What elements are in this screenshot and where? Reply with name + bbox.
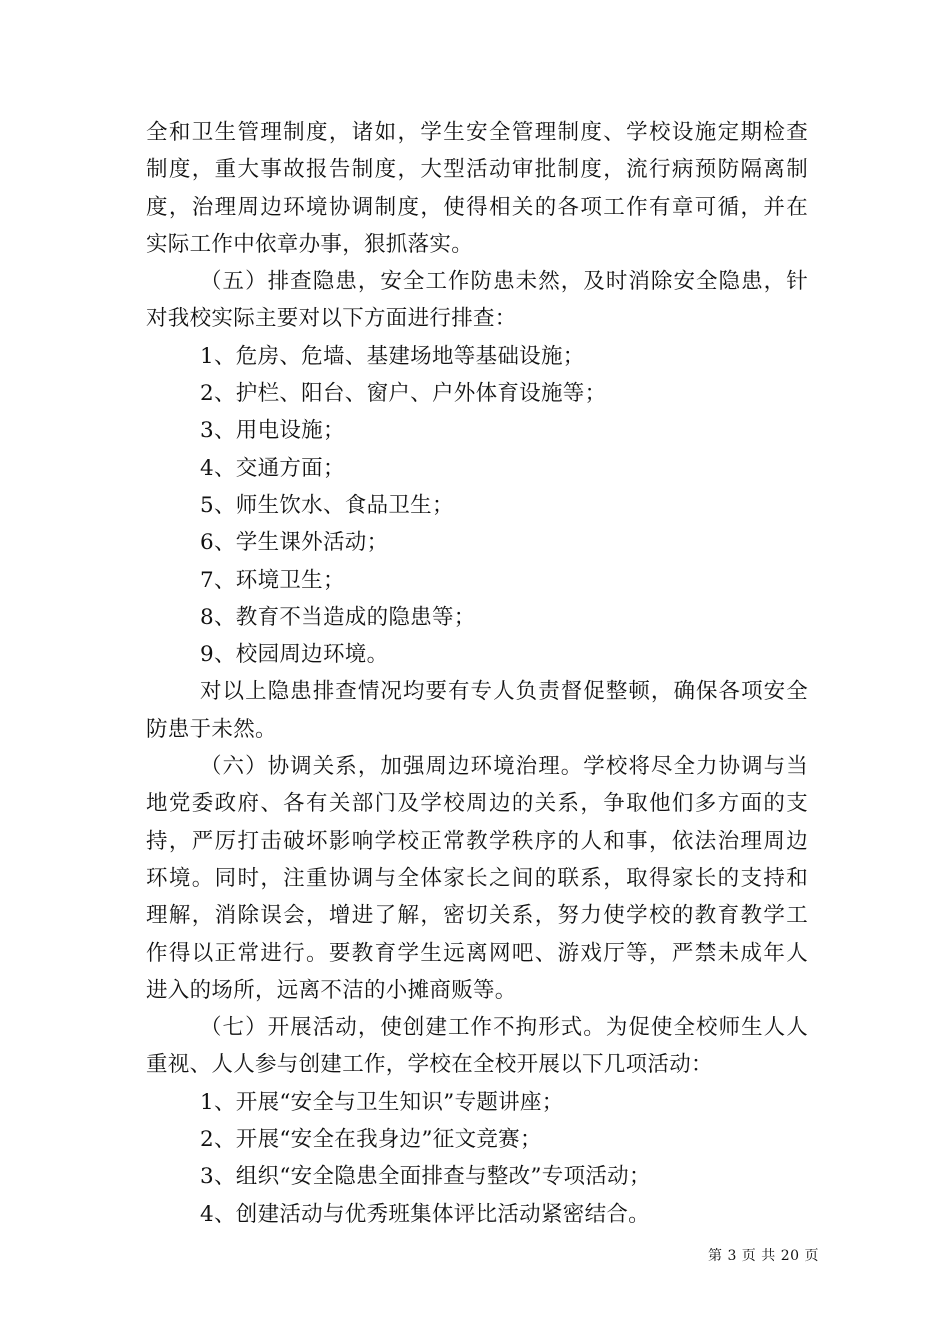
text-line: （五）排查隐患，安全工作防患未然，及时消除安全隐患，针 (200, 269, 808, 295)
text-line: 作得以正常进行。要教育学生远离网吧、游戏厅等，严禁未成年人 (146, 940, 808, 966)
list-item: 1、危房、危墙、基建场地等基础设施； (200, 343, 585, 369)
list-item: 4、创建活动与优秀班集体评比活动紧密结合。 (200, 1201, 650, 1227)
paragraph-hazard-summary (146, 673, 808, 748)
list-item: 7、环境卫生； (200, 567, 345, 593)
list-item: 2、护栏、阳台、窗户、户外体育设施等； (200, 381, 607, 407)
text-line: 地党委政府、各有关部门及学校周边的关系，争取他们多方面的支 (146, 791, 808, 817)
text-line: 重视、人人参与创建工作，学校在全校开展以下几项活动： (146, 1052, 713, 1078)
paragraph-section-six (146, 748, 808, 1009)
text-line: 进入的场所，远离不洁的小摊商贩等。 (146, 977, 517, 1003)
text-line: 对我校实际主要对以下方面进行排查： (146, 306, 517, 332)
text-line: 防患于未然。 (146, 716, 277, 742)
list-item: 6、学生课外活动； (200, 530, 389, 556)
page-number-footer: 第 3 页 共 20 页 (708, 1248, 819, 1264)
list-item: 8、教育不当造成的隐患等； (200, 604, 476, 630)
text-line: （七）开展活动，使创建工作不拘形式。为促使全校师生人人 (200, 1015, 808, 1041)
list-item: 2、开展“安全在我身边”征文竞赛； (200, 1127, 542, 1153)
text-line: 理解，消除误会，增进了解，密切关系，努力使学校的教育教学工 (146, 903, 808, 929)
list-item: 3、用电设施； (200, 418, 345, 444)
list-item: 3、组织“安全隐患全面排查与整改”专项活动； (200, 1164, 651, 1190)
document-body (146, 114, 808, 1233)
text-line: 度，治理周边环境协调制度，使得相关的各项工作有章可循，并在 (146, 194, 808, 220)
paragraph-management-systems (146, 114, 808, 263)
list-item: 9、校园周边环境。 (200, 642, 389, 668)
text-line: 对以上隐患排查情况均要有专人负责督促整顿，确保各项安全 (200, 679, 808, 705)
text-line: 环境。同时，注重协调与全体家长之间的联系，取得家长的支持和 (146, 865, 808, 891)
text-line: 制度，重大事故报告制度，大型活动审批制度，流行病预防隔离制 (146, 157, 808, 183)
text-line: 实际工作中依章办事，狠抓落实。 (146, 231, 474, 257)
paragraph-section-five (146, 263, 808, 338)
list-item: 4、交通方面； (200, 455, 345, 481)
text-line: （六）协调关系，加强周边环境治理。学校将尽全力协调与当 (200, 754, 808, 780)
text-line: 持，严厉打击破坏影响学校正常教学秩序的人和事，依法治理周边 (146, 828, 808, 854)
list-item: 5、师生饮水、食品卫生； (200, 492, 454, 518)
text-line: 全和卫生管理制度，诸如，学生安全管理制度、学校设施定期检查 (146, 120, 808, 145)
paragraph-section-seven (146, 1009, 808, 1084)
list-item: 1、开展“安全与卫生知识”专题讲座； (200, 1089, 564, 1115)
